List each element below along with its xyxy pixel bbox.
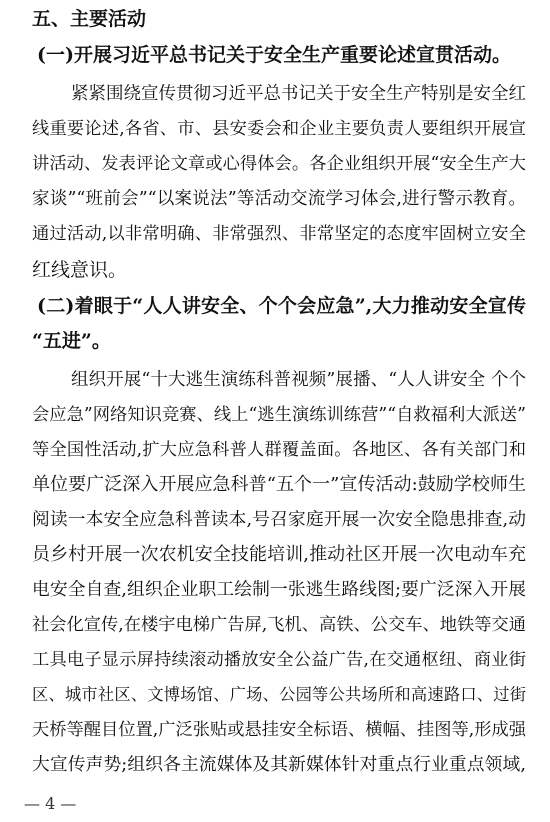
section-heading: 五、主要活动 — [32, 8, 147, 30]
subsection-2-title-line: (二)着眼于“人人讲安全、个个会应急”,大力推动安全宣传 — [37, 295, 526, 317]
paragraph-line: 通过活动,以非常明确、非常强烈、非常坚定的态度牢固树立安全 — [32, 224, 526, 244]
page-number: — 4 — — [24, 794, 77, 813]
paragraph-line: 单位要广泛深入开展应急科普“五个一”宣传活动:鼓励学校师生 — [32, 474, 526, 495]
paragraph-line: 讲活动、发表评论文章或心得体会。各企业组织开展“安全生产大 — [32, 154, 526, 174]
paragraph-line: 红线意识。 — [32, 259, 128, 281]
paragraph-line: 会应急”网络知识竞赛、线上“逃生演练训练营”“自救福利大派送” — [32, 405, 526, 425]
paragraph-line: 等全国性活动,扩大应急科普人群覆盖面。各地区、各有关部门和 — [32, 440, 526, 460]
paragraph-line: 天桥等醒目位置,广泛张贴或悬挂安全标语、横幅、挂图等,形成强 — [32, 720, 526, 740]
subsection-1-title: (一)开展习近平总书记关于安全生产重要论述宣贯活动。 — [37, 44, 511, 66]
paragraph-line: 线重要论述,各省、市、县安委会和企业主要负责人要组织开展宣 — [32, 119, 526, 139]
paragraph-line: 电安全自查,组织企业职工绘制一张逃生路线图;要广泛深入开展 — [32, 580, 526, 600]
paragraph-line: 大宣传声势;组织各主流媒体及其新媒体针对重点行业重点领域, — [32, 755, 526, 775]
paragraph-line: 组织开展“十大逃生演练科普视频”展播、“人人讲安全 个个 — [71, 370, 526, 390]
paragraph-line: 工具电子显示屏持续滚动播放安全公益广告,在交通枢纽、商业街 — [32, 650, 526, 670]
paragraph-line: 阅读一本安全应急科普读本,号召家庭开展一次安全隐患排查,动 — [32, 510, 526, 530]
subsection-2-title-line: “五进”。 — [32, 330, 111, 352]
paragraph-line: 区、城市社区、文博场馆、广场、公园等公共场所和高速路口、过街 — [32, 685, 526, 704]
paragraph-line: 社会化宣传,在楼宇电梯广告屏,飞机、高铁、公交车、地铁等交通 — [32, 615, 526, 635]
paragraph-line: 紧紧围绕宣传贯彻习近平总书记关于安全生产特别是安全红 — [71, 84, 526, 104]
paragraph-line: 家谈”“班前会”“以案说法”等活动交流学习体会,进行警示教育。 — [32, 189, 526, 209]
paragraph-line: 员乡村开展一次农机安全技能培训,推动社区开展一次电动车充 — [32, 544, 526, 565]
